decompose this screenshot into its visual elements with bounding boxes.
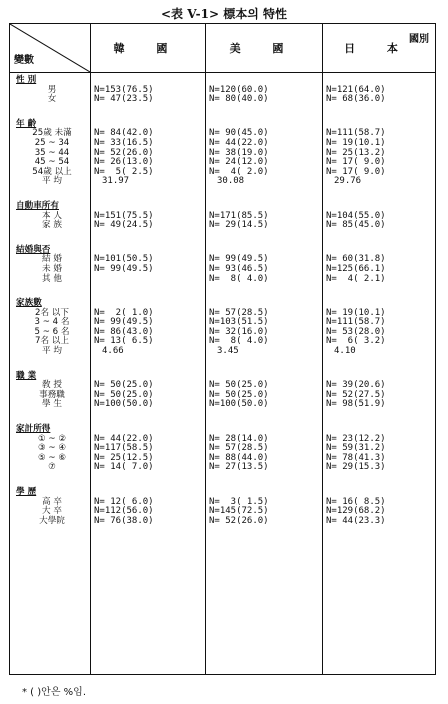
- table-cell: N= 93(46.5): [209, 263, 269, 274]
- table-cell: N= 44(22.0): [209, 137, 269, 148]
- table-cell: N= 14( 7.0): [94, 462, 154, 473]
- row-label: 高 卒: [42, 496, 62, 507]
- row-label: 35 ~ 44: [34, 147, 70, 158]
- table-cell: N= 38(19.0): [209, 147, 269, 158]
- table-cell: N= 50(25.0): [209, 389, 269, 400]
- group-label: 家族數: [16, 298, 42, 309]
- group-spacer: [10, 231, 435, 246]
- row-label: 敎 授: [42, 380, 62, 391]
- table-cell: N= 26(13.0): [94, 157, 154, 168]
- row-label: ① ~ ②: [37, 433, 67, 444]
- table-cell: N= 68(36.0): [326, 94, 386, 105]
- table-body: [10, 76, 435, 526]
- column-head-japan: 日 本: [344, 42, 412, 55]
- table-cell: 31.97: [102, 176, 130, 187]
- table-cell: N= 50(25.0): [94, 380, 154, 391]
- column-head-korea: 韓 國: [113, 42, 182, 55]
- table-cell: N= 50(25.0): [94, 389, 154, 400]
- row-label: ⑦: [48, 462, 56, 473]
- table-cell: N= 19(10.1): [326, 307, 386, 318]
- table-cell: N= 85(45.0): [326, 220, 386, 231]
- table-cell: N= 5( 2.5): [94, 166, 154, 177]
- variable-group: [10, 202, 435, 231]
- table-cell: N=151(75.5): [94, 210, 154, 221]
- row-label: 男: [47, 84, 57, 95]
- table-cell: N= 90(45.0): [209, 128, 269, 139]
- table-row: [10, 463, 435, 473]
- group-spacer: [10, 473, 435, 488]
- table-row: [10, 347, 435, 357]
- table-cell: N= 52(26.0): [209, 515, 269, 526]
- group-spacer: [10, 357, 435, 372]
- table-cell: N= 13( 6.5): [94, 336, 154, 347]
- table-cell: N=100(50.0): [94, 399, 154, 410]
- table-cell: N= 4( 2.0): [209, 166, 269, 177]
- table-cell: N=121(64.0): [326, 84, 386, 95]
- variable-group: [10, 372, 435, 410]
- column-head-usa: 美 國: [229, 42, 298, 55]
- table-cell: N= 33(16.5): [94, 137, 154, 148]
- table-row: [10, 275, 435, 285]
- group-spacer: [10, 284, 435, 299]
- table-cell: 29.76: [334, 176, 362, 187]
- group-label: 年 齡: [16, 118, 37, 129]
- row-label: 2名 以下: [35, 307, 69, 318]
- row-label: 大學院: [39, 515, 65, 526]
- table-cell: N= 76(38.0): [94, 515, 154, 526]
- table-cell: N=153(76.5): [94, 84, 154, 95]
- table-cell: N= 44(22.0): [94, 433, 154, 444]
- table-cell: 3.45: [217, 346, 239, 357]
- row-label: 45 ~ 54: [34, 157, 70, 168]
- table-cell: N= 53(28.0): [326, 326, 386, 337]
- table-cell: N= 80(40.0): [209, 94, 269, 105]
- table-cell: N= 60(31.8): [326, 254, 386, 265]
- table-cell: N= 99(49.5): [209, 254, 269, 265]
- table-cell: N= 44(23.3): [326, 515, 386, 526]
- variable-group: [10, 425, 435, 473]
- table-cell: N= 24(12.0): [209, 157, 269, 168]
- variable-group: [10, 76, 435, 105]
- table-row: [10, 400, 435, 410]
- table-cell: N= 86(43.0): [94, 326, 154, 337]
- row-label: 3 ~ 4 名: [34, 317, 70, 328]
- table-cell: N= 6( 3.2): [326, 336, 386, 347]
- table-row: [10, 221, 435, 231]
- page-title: <表 V-1> 標本의 特性: [160, 7, 287, 21]
- row-label: 5 ~ 6 名: [34, 326, 70, 337]
- table-cell: N= 27(13.5): [209, 462, 269, 473]
- table-cell: 4.66: [102, 346, 124, 357]
- row-label: 54歲 以上: [32, 166, 72, 177]
- group-label: 自動車所有: [16, 200, 59, 211]
- group-label: 家計所得: [16, 424, 51, 435]
- row-label: 結 婚: [42, 254, 62, 265]
- table-cell: N= 16( 8.5): [326, 496, 386, 507]
- table-cell: N= 59(31.2): [326, 443, 386, 454]
- table-cell: N=111(58.7): [326, 128, 386, 139]
- table-cell: N=104(55.0): [326, 210, 386, 221]
- table-header: [10, 24, 435, 73]
- row-label: 學 生: [42, 399, 62, 410]
- row-label: 7名 以上: [35, 336, 69, 347]
- table-cell: N=129(68.2): [326, 506, 386, 517]
- table-cell: N= 12( 6.0): [94, 496, 154, 507]
- table-cell: N= 17( 9.0): [326, 157, 386, 168]
- table-cell: N= 23(12.2): [326, 433, 386, 444]
- table-cell: N= 32(16.0): [209, 326, 269, 337]
- table-cell: N=120(60.0): [209, 84, 269, 95]
- table-cell: N= 19(10.1): [326, 137, 386, 148]
- row-label: ③ ~ ④: [37, 443, 67, 454]
- group-spacer: [10, 410, 435, 425]
- row-label: 大 卒: [42, 506, 62, 517]
- table-cell: N=103(51.5): [209, 317, 269, 328]
- group-label: 學 歷: [16, 487, 37, 497]
- table-row: [10, 177, 435, 187]
- table-cell: N=112(56.0): [94, 506, 154, 517]
- row-label: 25 ~ 34: [34, 137, 70, 148]
- table-cell: N=145(72.5): [209, 506, 269, 517]
- table-cell: N= 47(23.5): [94, 94, 154, 105]
- row-label: 家 族: [42, 220, 62, 231]
- footnote: * ( )안은 %임.: [22, 687, 86, 698]
- table-cell: N= 28(14.0): [209, 433, 269, 444]
- table-cell: N= 3( 1.5): [209, 496, 269, 507]
- row-label: 平 均: [42, 176, 62, 187]
- table-cell: 30.08: [217, 176, 245, 187]
- table-cell: N= 84(42.0): [94, 128, 154, 139]
- table-cell: N=171(85.5): [209, 210, 269, 221]
- variable-group: [10, 120, 435, 187]
- table-cell: N=117(58.5): [94, 443, 154, 454]
- row-label: 25歲 未滿: [32, 128, 72, 139]
- table-cell: N= 4( 2.1): [326, 273, 386, 284]
- row-label: 其 他: [42, 273, 62, 284]
- table-cell: 4.10: [334, 346, 356, 357]
- table-cell: N= 57(28.5): [209, 307, 269, 318]
- table-row: [10, 95, 435, 105]
- variable-group: [10, 488, 435, 526]
- group-spacer: [10, 187, 435, 202]
- group-spacer: [10, 105, 435, 120]
- group-label: 性 別: [16, 75, 37, 85]
- table-cell: N= 98(51.9): [326, 399, 386, 410]
- table-cell: N= 52(27.5): [326, 389, 386, 400]
- table-cell: N= 25(12.5): [94, 452, 154, 463]
- corner-country-label: 國別: [409, 34, 429, 45]
- table-cell: N= 29(14.5): [209, 220, 269, 231]
- table-cell: N= 78(41.3): [326, 452, 386, 463]
- group-label: 結婚與否: [16, 244, 51, 255]
- corner-variable-label: 變數: [14, 55, 34, 66]
- row-label: 女: [47, 94, 57, 105]
- variable-group: [10, 246, 435, 284]
- table-cell: N= 50(25.0): [209, 380, 269, 391]
- row-label: 本 人: [42, 210, 62, 221]
- table-cell: N=101(50.5): [94, 254, 154, 265]
- table-cell: N= 57(28.5): [209, 443, 269, 454]
- table-cell: N= 99(49.5): [94, 317, 154, 328]
- table-cell: N= 2( 1.0): [94, 307, 154, 318]
- row-label: ⑤ ~ ⑥: [37, 452, 67, 463]
- sample-characteristics-table: [9, 23, 436, 675]
- table-cell: N= 8( 4.0): [209, 273, 269, 284]
- row-label: 未 婚: [42, 263, 62, 274]
- table-cell: N=125(66.1): [326, 263, 386, 274]
- table-cell: N= 17( 9.0): [326, 166, 386, 177]
- row-label: 平 均: [42, 346, 62, 357]
- table-row: [10, 517, 435, 527]
- table-cell: N=111(58.7): [326, 317, 386, 328]
- table-cell: N= 25(13.2): [326, 147, 386, 158]
- variable-group: [10, 299, 435, 357]
- table-cell: N= 88(44.0): [209, 452, 269, 463]
- group-label: 職 業: [16, 370, 37, 381]
- table-cell: N= 39(20.6): [326, 380, 386, 391]
- table-cell: N= 99(49.5): [94, 263, 154, 274]
- table-cell: N= 8( 4.0): [209, 336, 269, 347]
- table-cell: N= 52(26.0): [94, 147, 154, 158]
- row-label: 事務職: [39, 389, 65, 400]
- table-cell: N=100(50.0): [209, 399, 269, 410]
- table-cell: N= 29(15.3): [326, 462, 386, 473]
- table-cell: N= 49(24.5): [94, 220, 154, 231]
